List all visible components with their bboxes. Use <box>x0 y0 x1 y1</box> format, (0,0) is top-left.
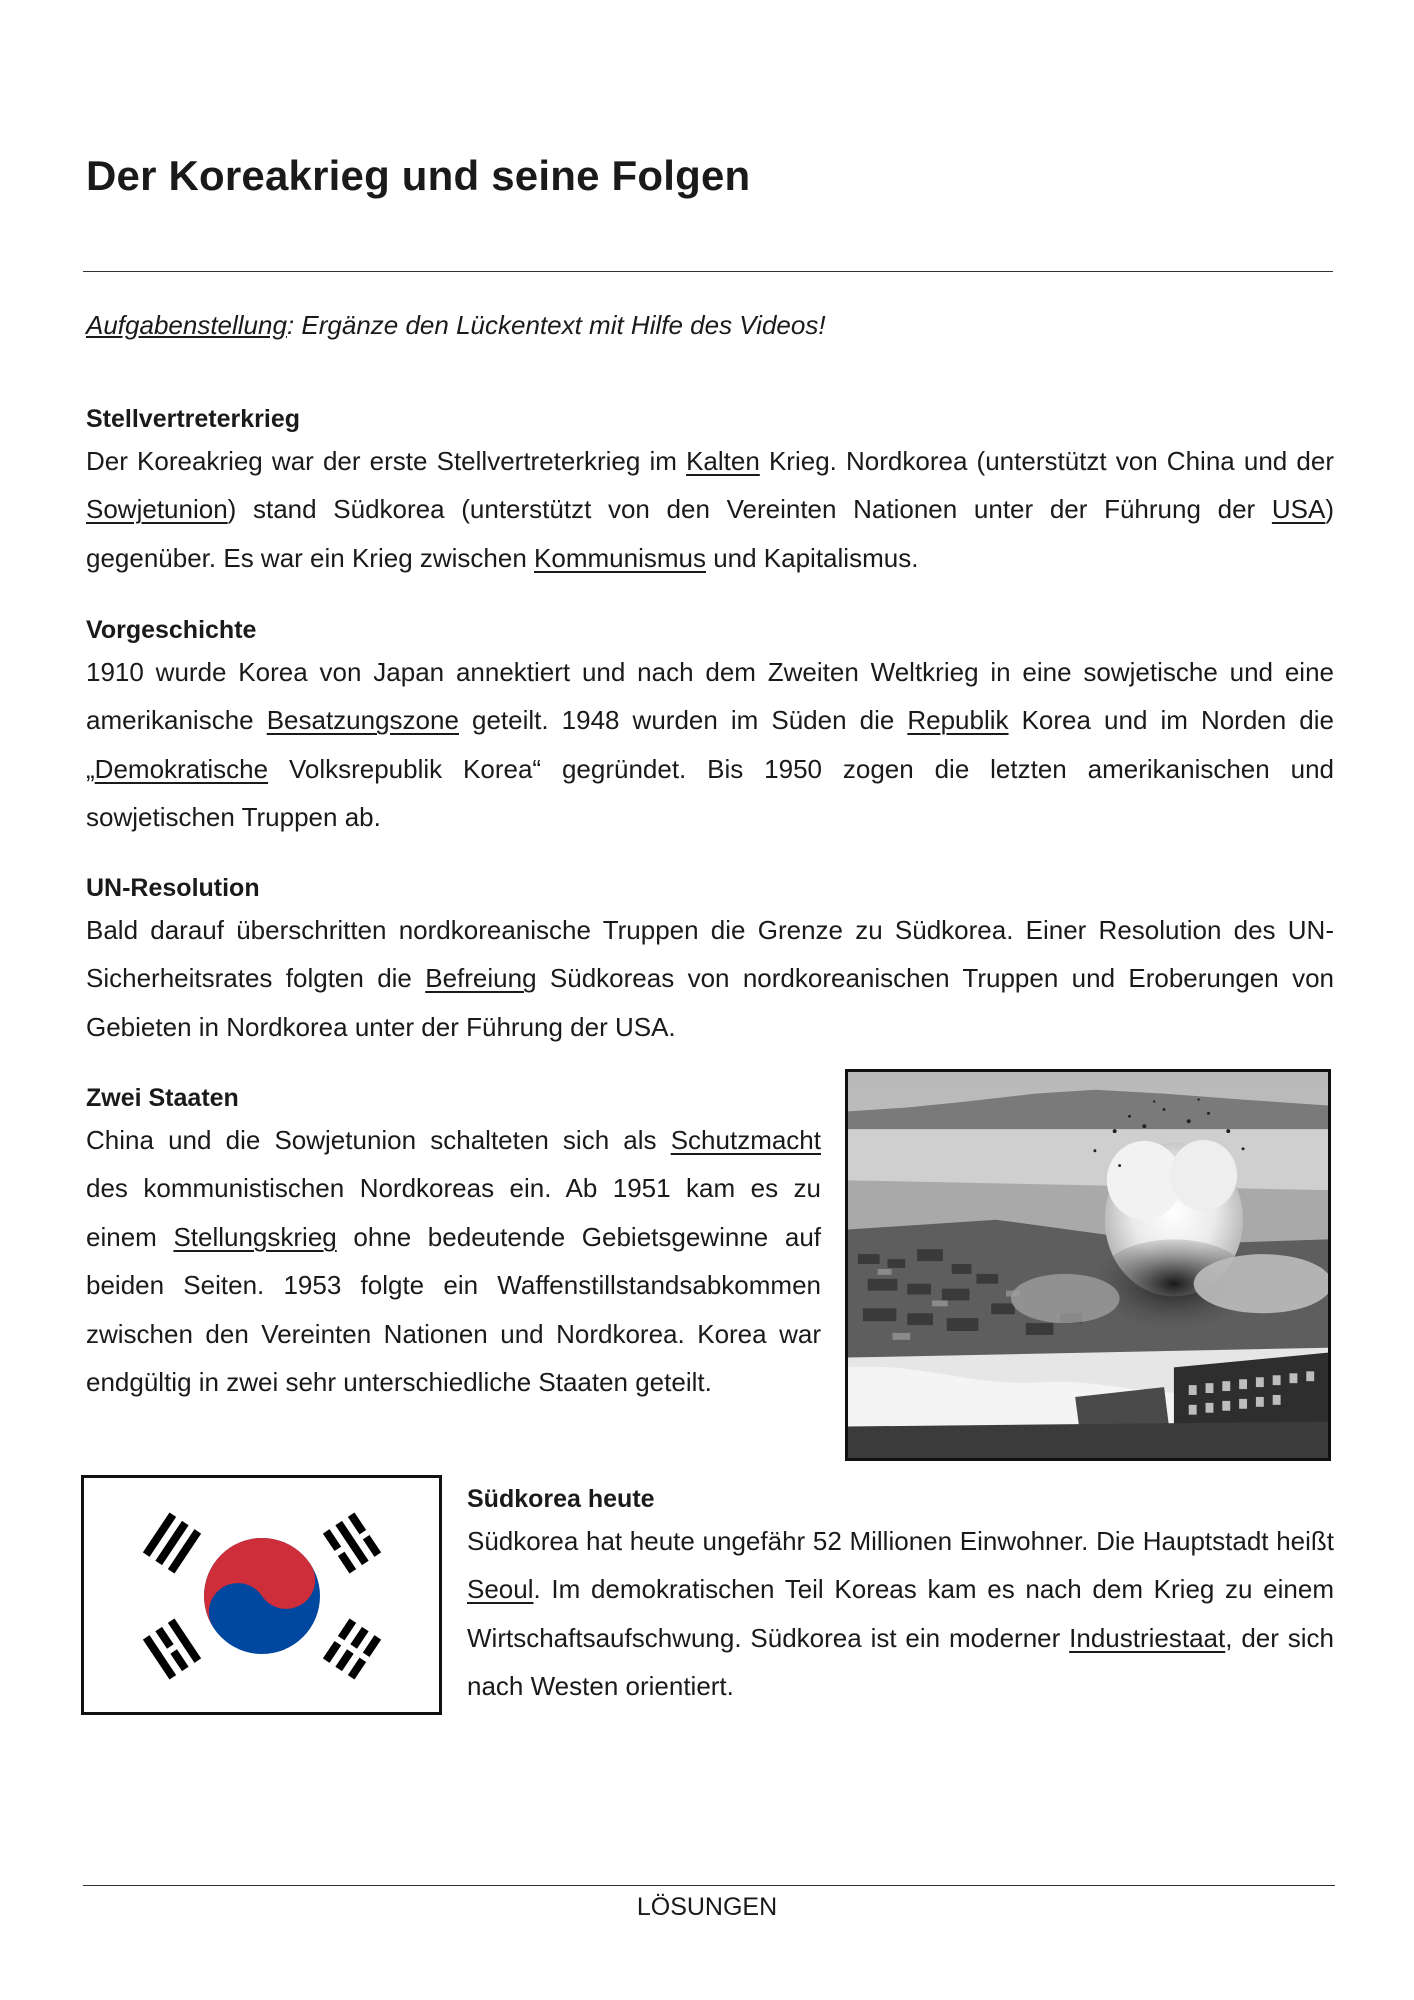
title-divider <box>83 271 1333 272</box>
answer-kommunismus: Kommunismus <box>534 542 706 573</box>
taeguk-circle <box>182 1516 327 1654</box>
answer-sowjetunion: Sowjetunion <box>86 494 228 525</box>
section-stellvertreterkrieg <box>86 401 1334 582</box>
answer-stellungskrieg: Stellungskrieg <box>173 1221 337 1252</box>
section-un-resolution <box>86 870 1334 1051</box>
section-heading: Zwei Staaten <box>86 1084 239 1112</box>
footer-divider <box>83 1885 1335 1886</box>
section-vorgeschichte <box>86 612 1334 842</box>
footer-label: LÖSUNGEN <box>636 1893 778 1921</box>
section-text: 1910 wurde Korea von Japan annektiert und nach dem Zweiten Weltkrieg in eine sowjetische und eine amerikanische Besatzungszone geteilt. 1948 wurden im Süden die Republik Korea und im Norden die „Demokratische Volksrepublik Korea“ gegründet. Bis 1950 zogen die letzten amerikanischen und sowjetischen Truppen ab. <box>86 657 1334 833</box>
section-text: China und die Sowjetunion schalteten sich als Schutzmacht des kommunistischen Nordkoreas ein. Ab 1951 kam es zu einem Stellungskrieg ohne bedeutende Gebietsgewinne auf beiden Seiten. 1953 folgte ein Waffenstillstandsabkommen zwischen den Vereinten Nationen und Nordkorea. Korea war endgültig in zwei sehr unterschiedliche Staaten geteilt. <box>86 1125 821 1398</box>
answer-seoul: Seoul <box>467 1574 534 1605</box>
trigram-geon <box>143 1512 201 1573</box>
explosion-photo-illustration <box>848 1072 1328 1458</box>
answer-republik: Republik <box>907 705 1009 736</box>
trigram-ri <box>143 1618 201 1679</box>
answer-befreiung: Befreiung <box>425 963 537 994</box>
answer-kalten: Kalten <box>686 446 760 476</box>
section-suedkorea-heute <box>467 1481 1334 1711</box>
answer-besatzungszone: Besatzungszone <box>266 705 459 736</box>
section-zwei-staaten <box>86 1080 821 1406</box>
section-text: Bald darauf überschritten nordkoreanische Truppen die Grenze zu Südkorea. Einer Resolution des UN-Sicherheitsrates folgten die Befreiung Südkoreas von nordkoreanischen Truppen und Eroberungen von Gebieten in Nordkorea unter der Führung der USA. <box>86 915 1334 1042</box>
task-instruction <box>86 310 826 341</box>
section-text: Südkorea hat heute ungefähr 52 Millionen Einwohner. Die Hauptstadt heißt Seoul. Im demokratischen Teil Koreas kam es nach dem Krieg zu einem Wirtschaftsaufschwung. Südkorea ist ein moderner Industriestaat, der sich nach Westen orientiert. <box>467 1526 1334 1702</box>
task-label: Aufgabenstellung <box>86 310 287 340</box>
trigram-gon <box>323 1618 381 1679</box>
section-heading: Südkorea heute <box>467 1485 655 1513</box>
trigram-gam <box>323 1512 381 1573</box>
answer-industriestaat: Industriestaat <box>1069 1622 1226 1653</box>
answer-demokratische: Demokratische <box>94 753 269 784</box>
answer-schutzmacht: Schutzmacht <box>670 1125 821 1155</box>
section-heading: Vorgeschichte <box>86 616 257 644</box>
war-photo <box>845 1069 1331 1461</box>
answer-usa: USA <box>1271 494 1326 525</box>
taegukgi-icon <box>84 1478 439 1712</box>
south-korea-flag <box>81 1475 442 1715</box>
section-heading: UN-Resolution <box>86 874 260 902</box>
page-title: Der Koreakrieg und seine Folgen <box>86 152 751 199</box>
section-heading: Stellvertreterkrieg <box>86 405 301 433</box>
task-text: : Ergänze den Lückentext mit Hilfe des Videos! <box>286 310 826 340</box>
section-text: Der Koreakrieg war der erste Stellvertreterkrieg im Kalten Krieg. Nordkorea (unterstützt von China und der Sowjetunion) stand Südkorea (unterstützt von den Vereinten Nationen unter der Führung der USA) gegenüber. Es war ein Krieg zwischen Kommunismus und Kapitalismus. <box>86 446 1334 573</box>
